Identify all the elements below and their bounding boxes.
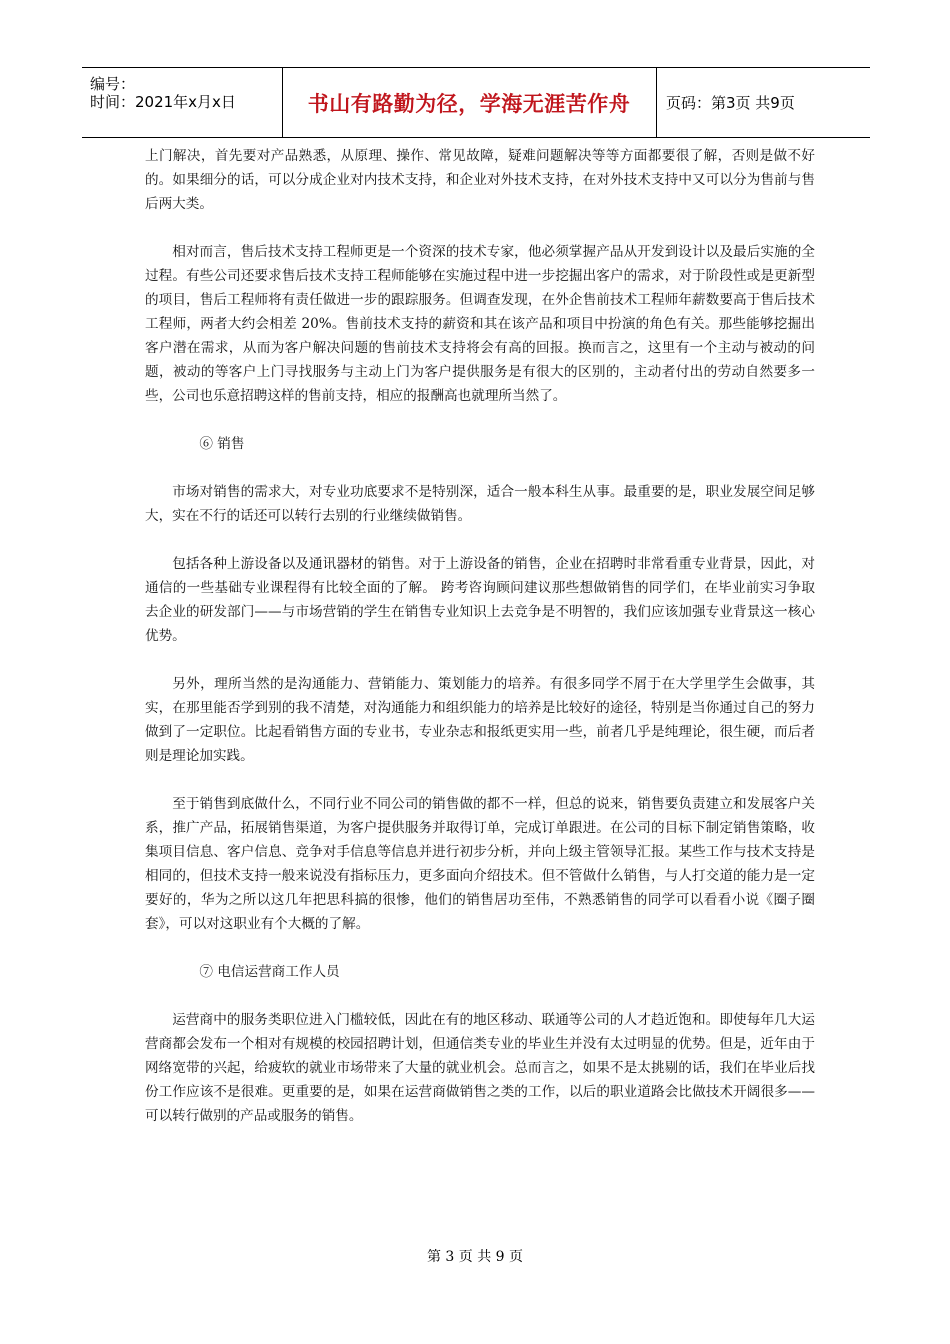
paragraph: 市场对销售的需求大，对专业功底要求不是特别深，适合一般本科生从事。最重要的是，职业发展空间足够大，实在不行的话还可以转行去别的行业继续做销售。 — [145, 484, 815, 524]
header-page-info: 页码：第3页 共9页 — [666, 94, 795, 112]
page-header — [82, 67, 870, 138]
paragraph: 上门解决，首先要对产品熟悉，从原理、操作、常见故障，疑难问题解决等等方面都要很了解，否则是做不好的。如果细分的话，可以分成企业对内技术支持，和企业对外技术支持，在对外技术支持中又可以分为售前与售后两大类。 — [145, 148, 815, 212]
paragraph: 包括各种上游设备以及通讯器材的销售。对于上游设备的销售，企业在招聘时非常看重专业背景，因此，对通信的一些基础专业课程得有比较全面的了解。 跨考咨询顾问建议那些想做销售的同学们，在毕业前实习争取去企业的研发部门——与市场营销的学生在销售专业知识上去竞争是不明智的，我们应该加强专业背景这一核心优势。 — [145, 556, 815, 644]
paragraph: 另外，理所当然的是沟通能力、营销能力、策划能力的培养。有很多同学不屑于在大学里学生会做事，其实，在那里能否学到别的我不清楚，对沟通能力和组织能力的培养是比较好的途径，特别是当你通过自己的努力做到了一定职位。比起看销售方面的专业书，专业杂志和报纸更实用一些，前者几乎是纯理论，很生硬，而后者则是理论加实践。 — [145, 676, 815, 764]
page-footer: 第 3 页 共 9 页 — [426, 1249, 524, 1265]
header-info-cell — [82, 68, 283, 137]
header-motto: 书山有路勤为径，学海无涯苦作舟 — [307, 91, 631, 116]
document-body — [145, 144, 815, 1152]
header-motto-cell — [282, 68, 657, 137]
paragraph: 运营商中的服务类职位进入门槛较低，因此在有的地区移动、联通等公司的人才趋近饱和。即使每年几大运营商都会发布一个相对有规模的校园招聘计划，但通信类专业的毕业生并没有太过明显的优势。但是，近年由于网络宽带的兴起，给疲软的就业市场带来了大量的就业机会。总而言之，如果不是太挑剔的话，我们在毕业后找 份工作应该不是很难。更重要的是，如果在运营商做销售之类的工作，以后的职业道路会比做技术开阔很多——可以转行做别的产品或服务的销售。 — [145, 1012, 815, 1124]
document-number-label: 编号： — [90, 75, 136, 93]
paragraph: 相对而言，售后技术支持工程师更是一个资深的技术专家，他必须掌握产品从开发到设计以及最后实施的全过程。有些公司还要求售后技术支持工程师能够在实施过程中进一步挖掘出客户的需求，对于阶段性或是更新型的项目，售后工程师将有责任做进一步的跟踪服务。但调查发现，在外企售前技术工程师年薪数要高于售后技术工程师，两者大约会相差 20%。售前技术支持的薪资和其在该产品和项目中扮演的角色有关。那些能够挖掘出客户潜在需求，从而为客户解决问题的售前技术支持将会有高的回报。换而言之，这里有一个主动与被动的问题，被动的等客户上门寻找服务与主动上门为客户提供服务是有很大的区别的，主动者付出的劳动自然要多一些，公司也乐意招聘这样的售前支持，相应的报酬高也就理所当然了。 — [145, 244, 815, 404]
paragraph: 至于销售到底做什么，不同行业不同公司的销售做的都不一样，但总的说来，销售要负责建立和发展客户关系，推广产品，拓展销售渠道，为客户提供服务并取得订单，完成订单跟进。在公司的目标下制定销售策略，收集项目信息、客户信息、竞争对手信息等信息并进行初步分析，并向上级主管领导汇报。某些工作与技术支持是相同的，但技术支持一般来说没有指标压力，更多面向介绍技术。但不管做什么销售，与人打交道的能力是一定要好的，华为之所以这几年把思科搞的很惨，他们的销售居功至伟，不熟悉销售的同学可以看看小说《圈子圈套》，可以对这职业有个大概的了解。 — [145, 796, 815, 932]
document-date-label: 时间：2021年x月x日 — [90, 93, 236, 111]
section-heading-telecom-operator: ⑦ 电信运营商工作人员 — [199, 964, 340, 980]
section-heading-sales: ⑥ 销售 — [199, 436, 245, 452]
